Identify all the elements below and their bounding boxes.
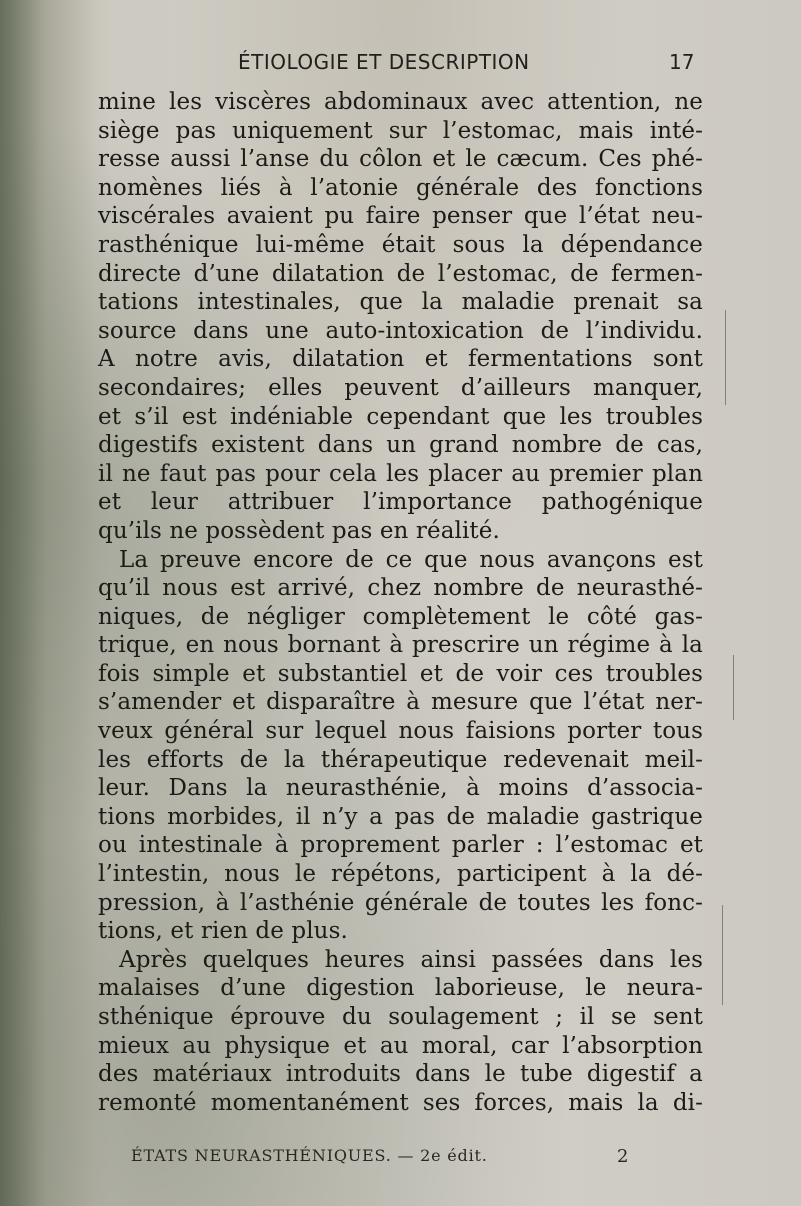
text-line: malaises d’une digestion laborieuse, le neura- — [98, 975, 703, 1002]
margin-pencil-mark — [725, 310, 744, 405]
text-line: tations intestinales, que la maladie prenait sa — [98, 289, 703, 316]
text-line: tions, et rien de plus. — [98, 918, 348, 945]
text-line: pression, à l’asthénie générale de toutes les fonc- — [98, 889, 703, 916]
text-line: Après quelques heures ainsi passées dans les — [119, 946, 703, 973]
text-line: directe d’une dilatation de l’estomac, de fermen- — [98, 260, 703, 287]
text-line: La preuve encore de ce que nous avançons est — [119, 546, 703, 573]
text-line: et s’il est indéniable cependant que les troubles — [98, 403, 703, 430]
text-line: niques, de négliger complètement le côté gas- — [98, 603, 703, 630]
text-line: qu’il nous est arrivé, chez nombre de neurasthé- — [98, 575, 703, 602]
text-line: et leur attribuer l’importance pathogénique — [98, 489, 703, 516]
text-line: siège pas uniquement sur l’estomac, mais inté- — [98, 117, 703, 144]
header-title: ÉTIOLOGIE ET DESCRIPTION — [238, 50, 530, 74]
text-line: les efforts de la thérapeutique redevenait meil- — [98, 746, 703, 773]
text-line: digestifs existent dans un grand nombre de cas, — [98, 432, 703, 459]
text-line: mieux au physique et au moral, car l’absorption — [98, 1032, 703, 1059]
text-line: tions morbides, il n’y a pas de maladie gastrique — [98, 803, 703, 830]
page-number: 17 — [669, 50, 695, 74]
text-line: rasthénique lui-même était sous la dépendance — [98, 231, 703, 258]
running-header — [0, 50, 801, 80]
text-line: resse aussi l’anse du côlon et le cæcum. Ces phé- — [98, 146, 703, 173]
text-line: trique, en nous bornant à prescrire un régime à la — [98, 632, 703, 659]
text-line: A notre avis, dilatation et fermentations sont — [98, 346, 703, 373]
text-line: veux général sur lequel nous faisions porter tous — [98, 718, 703, 745]
body-text — [98, 88, 703, 1117]
margin-pencil-mark — [722, 905, 741, 1005]
text-line: viscérales avaient pu faire penser que l’état neu- — [98, 203, 703, 230]
text-line: s’amender et disparaître à mesure que l’état ner- — [98, 689, 703, 716]
text-line: fois simple et substantiel et de voir ces troubles — [98, 660, 703, 687]
text-line: remonté momentanément ses forces, mais la di- — [98, 1089, 703, 1116]
footer-running-title: ÉTATS NEURASTHÉNIQUES. — 2e édit. — [131, 1146, 488, 1165]
text-line: leur. Dans la neurasthénie, à moins d’associa- — [98, 775, 703, 802]
text-line: l’intestin, nous le répétons, participent à la dé- — [98, 861, 703, 888]
text-line: il ne faut pas pour cela les placer au premier plan — [98, 460, 703, 487]
text-line: ou intestinale à proprement parler : l’estomac et — [98, 832, 703, 859]
text-line: nomènes liés à l’atonie générale des fonctions — [98, 174, 703, 201]
text-line: des matériaux introduits dans le tube digestif a — [98, 1061, 703, 1088]
page-edge-shadow — [0, 0, 95, 1206]
text-line: qu’ils ne possèdent pas en réalité. — [98, 517, 500, 544]
text-line: sthénique éprouve du soulagement ; il se sent — [98, 1004, 703, 1030]
margin-pencil-mark — [733, 655, 752, 720]
text-line: secondaires; elles peuvent d’ailleurs manquer, — [98, 374, 703, 401]
text-line: mine les viscères abdominaux avec attention, ne — [98, 89, 703, 115]
page-footer — [0, 1146, 801, 1170]
text-line: source dans une auto-intoxication de l’individu. — [98, 317, 703, 344]
signature-mark: 2 — [617, 1146, 629, 1167]
